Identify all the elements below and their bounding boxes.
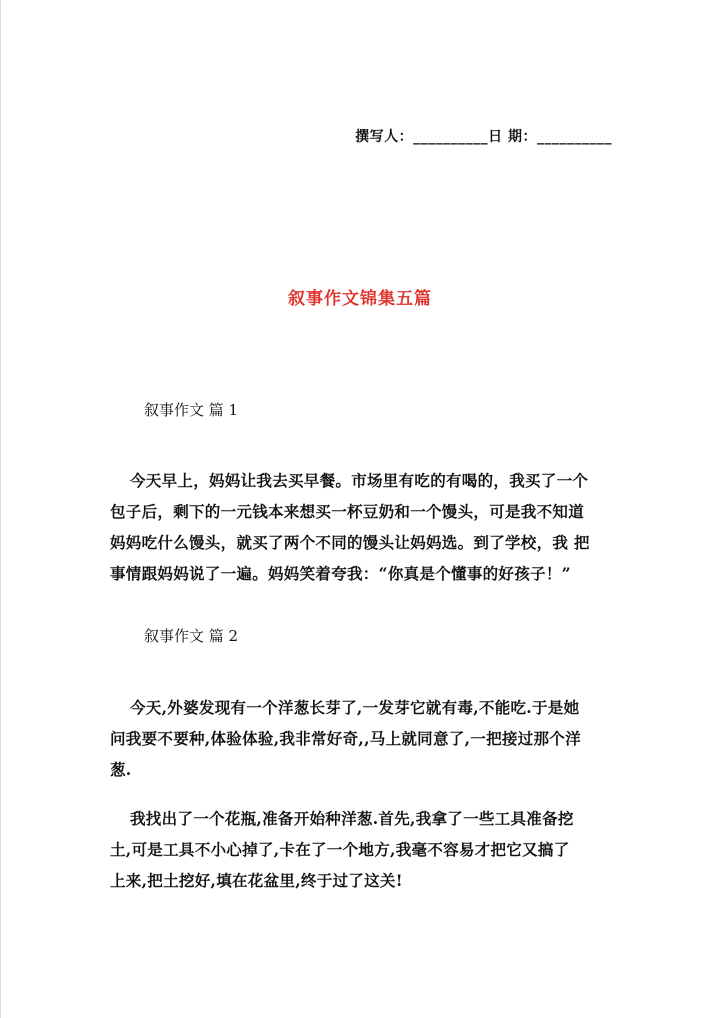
text-line: 今天早上，妈妈让我去买早餐。市场里有吃的有喝的，我买了一个 xyxy=(130,471,589,490)
text-line: 问我要不要种,体验体验,我非常好奇,,马上就同意了,一把接过那个洋 xyxy=(110,729,581,748)
paragraph-1-1 xyxy=(110,465,616,589)
section-heading-2: 叙事作文 篇 2 xyxy=(144,627,239,645)
author-blank: __________ xyxy=(413,129,489,145)
text-line: 包子后，剩下的一元钱本来想买一杯豆奶和一个馒头，可是我不知道 xyxy=(110,502,585,521)
author-label: 撰写人： xyxy=(355,129,414,145)
text-line: 上来,把土挖好,填在花盆里,终于过了这关! xyxy=(110,871,403,890)
text-line: 今天,外婆发现有一个洋葱长芽了,一发芽它就有毒,不能吃.于是她 xyxy=(130,698,580,717)
paragraph-2-1 xyxy=(110,692,616,785)
date-blank: __________ xyxy=(537,129,612,145)
author-date-line xyxy=(355,126,612,146)
section-heading-1: 叙事作文 篇 1 xyxy=(144,401,239,419)
document-title: 叙事作文锦集五篇 xyxy=(288,289,432,309)
text-line: 土,可是工具不小心掉了,卡在了一个地方,我毫不容易才把它又搞了 xyxy=(110,840,570,859)
paragraph-2-2 xyxy=(110,803,616,896)
date-label: 日 期： xyxy=(488,129,537,145)
text-line: 事情跟妈妈说了一遍。妈妈笑着夸我：“你真是个懂事的好孩子！” xyxy=(110,564,571,583)
text-line: 妈妈吃什么馒头，就买了两个不同的馒头让妈妈选。到了学校，我 把 xyxy=(110,533,590,552)
text-line: 葱. xyxy=(110,760,132,779)
page-left-border xyxy=(0,0,1,1018)
text-line: 我找出了一个花瓶,准备开始种洋葱.首先,我拿了一些工具准备挖 xyxy=(130,809,574,828)
